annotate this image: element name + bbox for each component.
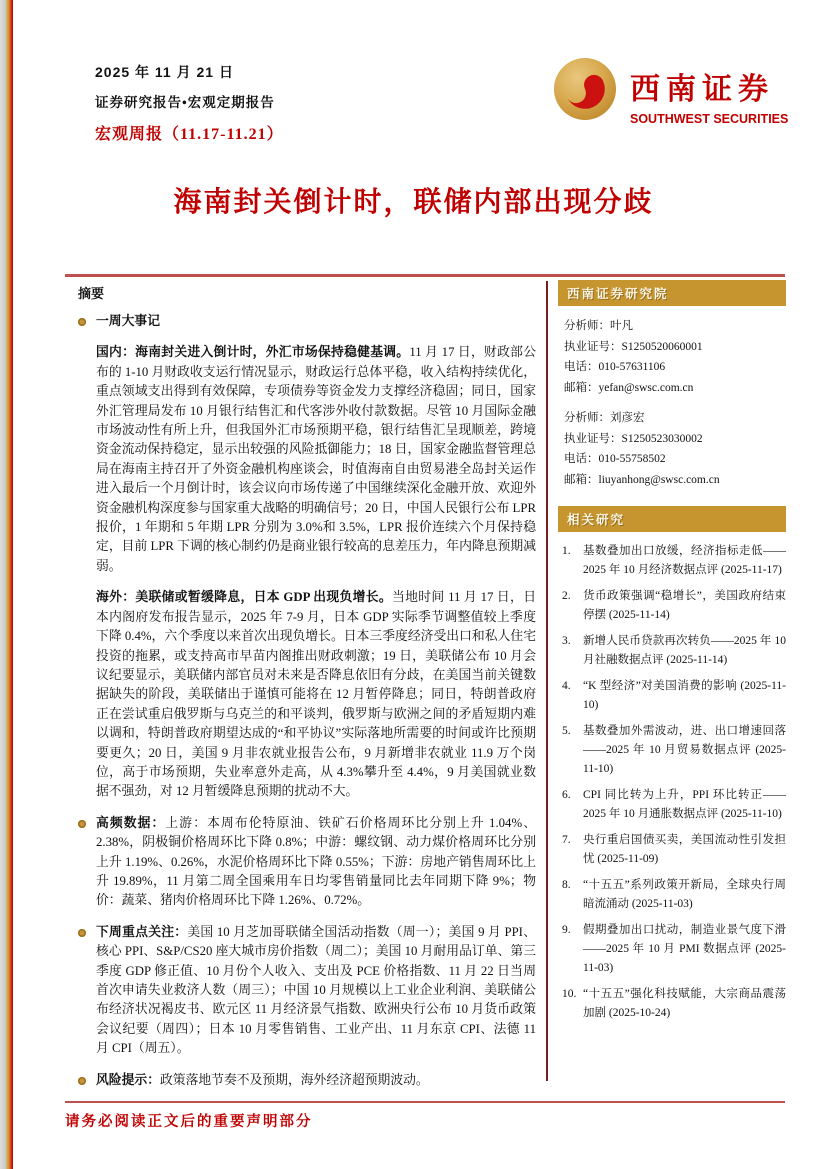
nextweek-paragraph [78, 923, 536, 1059]
report-date: 2025 年 11 月 21 日 [95, 64, 234, 80]
summary-heading: 摘要 [78, 286, 105, 301]
risk-paragraph [78, 1071, 536, 1090]
analyst-phone: 电话：010-55758502 [564, 453, 666, 465]
item-number: 8. [562, 879, 571, 891]
item-title: CPI 同比转为上升，PPI 环比转正——2025 年 10 月通胀数据点评 (2025-11-10) [583, 789, 786, 820]
report-series: 宏观周报（11.17-11.21） [95, 126, 284, 143]
item-title: 新增人民币贷款再次转负——2025 年 10 月社融数据点评 (2025-11-14) [583, 635, 786, 666]
analyst-block [564, 316, 786, 398]
bullet-icon [78, 929, 86, 937]
research-institute-heading: 西南证券研究院 [558, 280, 786, 306]
analyst-name: 分析师：叶凡 [564, 320, 633, 332]
item-number: 3. [562, 635, 571, 647]
item-title: 央行重启国债买卖，美国流动性引发担忧 (2025-11-09) [583, 834, 786, 865]
bullet-icon [78, 318, 86, 326]
bullet-icon [78, 820, 86, 828]
related-research-item [562, 632, 786, 670]
highfreq-lead: 高频数据： [96, 815, 166, 830]
related-research-item [562, 542, 786, 580]
analyst-name: 分析师：刘彦宏 [564, 412, 645, 424]
analyst-phone: 电话：010-57631106 [564, 361, 666, 373]
analyst-email: 邮箱：liuyanhong@swsc.com.cn [564, 473, 720, 486]
item-title: 基数叠加出口放缓，经济指标走低——2025 年 10 月经济数据点评 (2025-11-17) [583, 545, 786, 576]
related-research-item [562, 831, 786, 869]
title-rule [65, 274, 785, 277]
page-edge-stripe [0, 0, 13, 1169]
domestic-paragraph [96, 343, 536, 576]
risk-lead: 风险提示： [96, 1072, 160, 1087]
risk-body: 政策落地节奏不及预期，海外经济超预期波动。 [159, 1072, 429, 1087]
overseas-body: 当地时间 11 月 17 日，日本内阁府发布报告显示，2025 年 7-9 月，日本 GDP 实际季节调整值较上季度下降 0.4%，六个季度以来首次出现负增长。日本三季度经济受出口和私人住宅投资的拖累，或支持高市早苗内阁推出财政刺激；19 日，美联储公布 10 月会议纪要显示，美联储内部官员对未来是否降息依旧有分歧，在美国当前关键数据缺失的阶段，美联储出于谨慎可能将在 12 月暂停降息；同日，特朗普政府正在尝试重启俄罗斯与乌克兰的和平谈判，俄罗斯与欧洲之间的矛盾短期内难以调和，特朗普政府期望达成的“和平协议”实际落地所需要的时间或许比预期要更久；20 日，美国 9 月非农就业报告公布，9 月新增非农就业 11.9 万个岗位，高于市场预期，失业率意外走高，从 4.3%攀升至 4.4%，9 月美国就业数据不强劲，对 12 月暂缓降息预期的扰动不大。 [96, 590, 536, 799]
analyst-license: 执业证号：S1250523030002 [564, 432, 703, 445]
item-title: 基数叠加外需波动，进、出口增速回落——2025 年 10 月贸易数据点评 (2025-11-10) [583, 725, 786, 775]
item-number: 1. [562, 545, 571, 557]
nextweek-body: 美国 10 月芝加哥联储全国活动指数（周一）；美国 9 月 PPI、核心 PPI、S&P/CS20 座大城市房价指数（周二）；美国 10 月耐用品订单、第三季度 GDP 修正值、10 月份个人收入、支出及 PCE 价格指数、11 月 22 日当周首次申请失业救济人数（周三）；中国 10 月规模以上工业企业利润、美联储公布经济状况褐皮书、欧元区 11 月经济景气指数、欧洲央行公布 10 月货币政策会议纪要（周四）；日本 10 月零售销售、工业产出、11 月东京 CPI、法德 11 月 CPI（周五）。 [96, 924, 536, 1056]
item-title: “十五五”系列政策开新局，全球央行周暗流涌动 (2025-11-03) [583, 879, 786, 910]
analyst-block [564, 408, 786, 490]
related-research-item [562, 587, 786, 625]
footer-disclaimer: 请务必阅读正文后的重要声明部分 [65, 1114, 313, 1130]
item-number: 9. [562, 924, 571, 936]
item-title: “K 型经济”对美国消费的影响 (2025-11-10) [583, 680, 786, 711]
nextweek-lead: 下周重点关注： [96, 924, 188, 939]
column-divider [546, 281, 548, 1081]
bullet-icon [78, 1077, 86, 1085]
related-research-item [562, 985, 786, 1023]
related-research-item [562, 786, 786, 824]
item-number: 6. [562, 789, 571, 801]
item-title: 货币政策强调“稳增长”，美国政府结束停摆 (2025-11-14) [583, 590, 786, 621]
overseas-lead: 海外：美联储或暂缓降息，日本 GDP 出现负增长。 [96, 590, 393, 605]
logo-name-en: SOUTHWEST SECURITIES [630, 112, 789, 126]
domestic-lead: 国内：海南封关进入倒计时，外汇市场保持稳健基调。 [96, 345, 410, 360]
report-title: 海南封关倒计时，联储内部出现分歧 [173, 187, 654, 218]
summary-column [78, 312, 536, 1102]
related-research-item [562, 921, 786, 978]
item-number: 2. [562, 590, 571, 602]
item-number: 10. [562, 988, 577, 1000]
logo-text [630, 56, 788, 126]
related-research-item [562, 677, 786, 715]
highfreq-paragraph [78, 814, 536, 911]
item-number: 5. [562, 725, 571, 737]
logo-name-cn: 西南证券 [630, 73, 774, 106]
company-logo [552, 56, 788, 126]
item-title: “十五五”强化科技赋能，大宗商品震荡加剧 (2025-10-24) [583, 988, 786, 1019]
related-research-item [562, 876, 786, 914]
summary-week-events [78, 312, 536, 331]
item-number: 4. [562, 680, 571, 692]
item-number: 7. [562, 834, 571, 846]
analyst-email: 邮箱：yefan@swsc.com.cn [564, 381, 694, 394]
footer-rule [65, 1101, 785, 1103]
domestic-body: 11 月 17 日，财政部公布的 1-10 月财政收支运行情况显示，财政运行总体平稳，收入结构持续优化，重点领域支出得到有效保障，专项债券等资金发力支撑经济稳固；同日，国家外汇管理局发布 10 月银行结售汇和代客涉外收付款数据。尽管 10 月国际金融市场波动性有所上升，但我国外汇市场预期平稳，银行结售汇呈现顺差，跨境资金流动保持稳定，显示出较强的风险抵御能力；18 日，国家金融监督管理总局在海南主持召开了外资金融机构座谈会，时值海南自由贸易港全岛封关运作进入最后一个月倒计时，该会议向市场传递了中国继续深化金融开放、欢迎外资金融机构深度参与国家重大战略的明确信号；20 日，中国人民银行公布 LPR 报价，1 年期和 5 年期 LPR 分别为 3.0%和 3.5%，LPR 报价连续六个月保持稳定，目前 LPR 下调的核心制约仍是商业银行较高的息差压力，年内降息预期减弱。 [96, 345, 537, 573]
week-events-label: 一周大事记 [96, 314, 160, 328]
related-research-heading: 相关研究 [558, 506, 786, 532]
side-column [558, 280, 786, 1030]
overseas-paragraph [96, 588, 536, 801]
item-title: 假期叠加出口扰动，制造业景气度下滑——2025 年 10 月 PMI 数据点评 (2025-11-03) [583, 924, 786, 974]
related-research-item [562, 722, 786, 779]
highfreq-body: 上游：本周布伦特原油、铁矿石价格周环比分别上升 1.04%、2.38%，阴极铜价格周环比下降 0.8%；中游：螺纹钢、动力煤价格周环比分别上升 1.19%、0.26%，水泥价格周环比下降 0.55%；下游：房地产销售周环比上升 19.89%，11 月第二周全国乘用车日均零售销量同比去年同期下降 9%；物价：蔬菜、猪肉价格周环比下降 1.26%、0.72%。 [96, 815, 536, 908]
report-header [95, 62, 284, 144]
related-research-list [562, 542, 786, 1023]
analyst-license: 执业证号：S1250520060001 [564, 340, 703, 353]
logo-ball-icon [552, 56, 618, 122]
report-category: 证券研究报告•宏观定期报告 [95, 95, 275, 110]
